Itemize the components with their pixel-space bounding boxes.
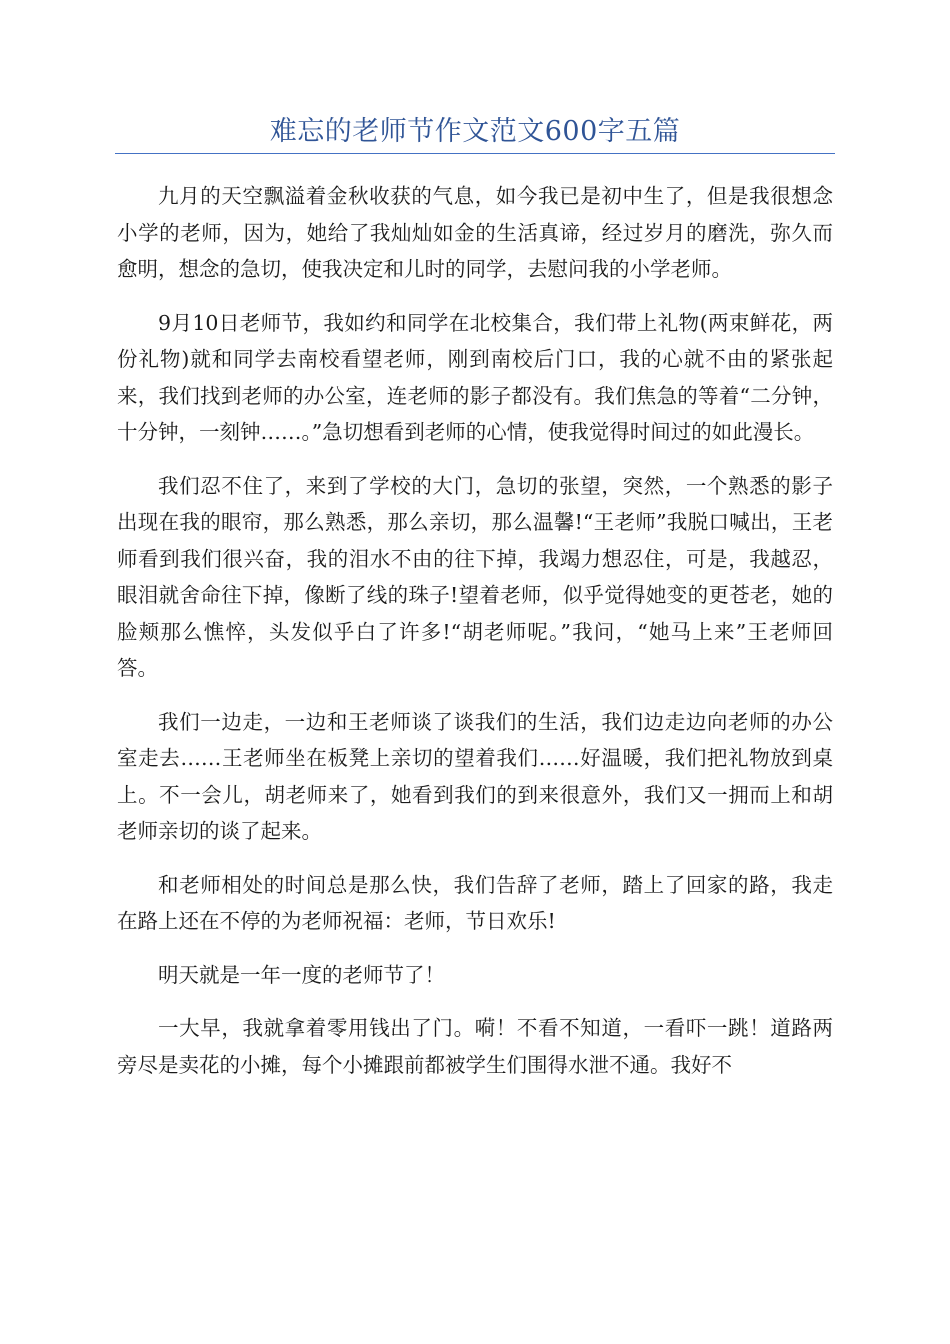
paragraph-2: 9月10日老师节，我如约和同学在北校集合，我们带上礼物(两束鲜花，两份礼物)就和同学去南校看望老师，刚到南校后门口，我的心就不由的紧张起来，我们找到老师的办公室，连老师的影子都没有。我们焦急的等着“二分钟，十分钟，一刻钟……。”急切想看到老师的心情，使我觉得时间过的如此漫长。 [117,310,833,444]
paragraph-4: 我们一边走，一边和王老师谈了谈我们的生活，我们边走边向老师的办公室走去……王老师坐在板凳上亲切的望着我们……好温暖，我们把礼物放到桌上。不一会儿，胡老师来了，她看到我们的到来很意外，我们又一拥而上和胡老师亲切的谈了起来。 [117,709,833,843]
document-title: 难忘的老师节作文范文600字五篇 [269,116,681,147]
title-underline [115,153,835,154]
document-body [117,178,833,1100]
paragraph-3: 我们忍不住了，来到了学校的大门，急切的张望，突然，一个熟悉的影子出现在我的眼帘，那么熟悉，那么亲切，那么温馨!“王老师”我脱口喊出，王老师看到我们很兴奋，我的泪水不由的往下掉，我竭力想忍住，可是，我越忍，眼泪就舍命往下掉，像断了线的珠子!望着老师，似乎觉得她变的更苍老，她的脸颊那么憔悴，头发似乎白了许多!“胡老师呢。”我问，“她马上来”王老师回答。 [117,473,833,680]
paragraph-7: 一大早，我就拿着零用钱出了门。嗬！不看不知道，一看吓一跳！道路两旁尽是卖花的小摊，每个小摊跟前都被学生们围得水泄不通。我好不 [117,1016,833,1077]
paragraph-6: 明天就是一年一度的老师节了！ [158,962,445,987]
paragraph-5: 和老师相处的时间总是那么快，我们告辞了老师，踏上了回家的路，我走在路上还在不停的为老师祝福：老师，节日欢乐! [117,872,833,933]
paragraph-1: 九月的天空飘溢着金秋收获的气息，如今我已是初中生了，但是我很想念小学的老师，因为，她给了我灿灿如金的生活真谛，经过岁月的磨洗，弥久而愈明，想念的急切，使我决定和儿时的同学，去慰问我的小学老师。 [117,184,833,281]
